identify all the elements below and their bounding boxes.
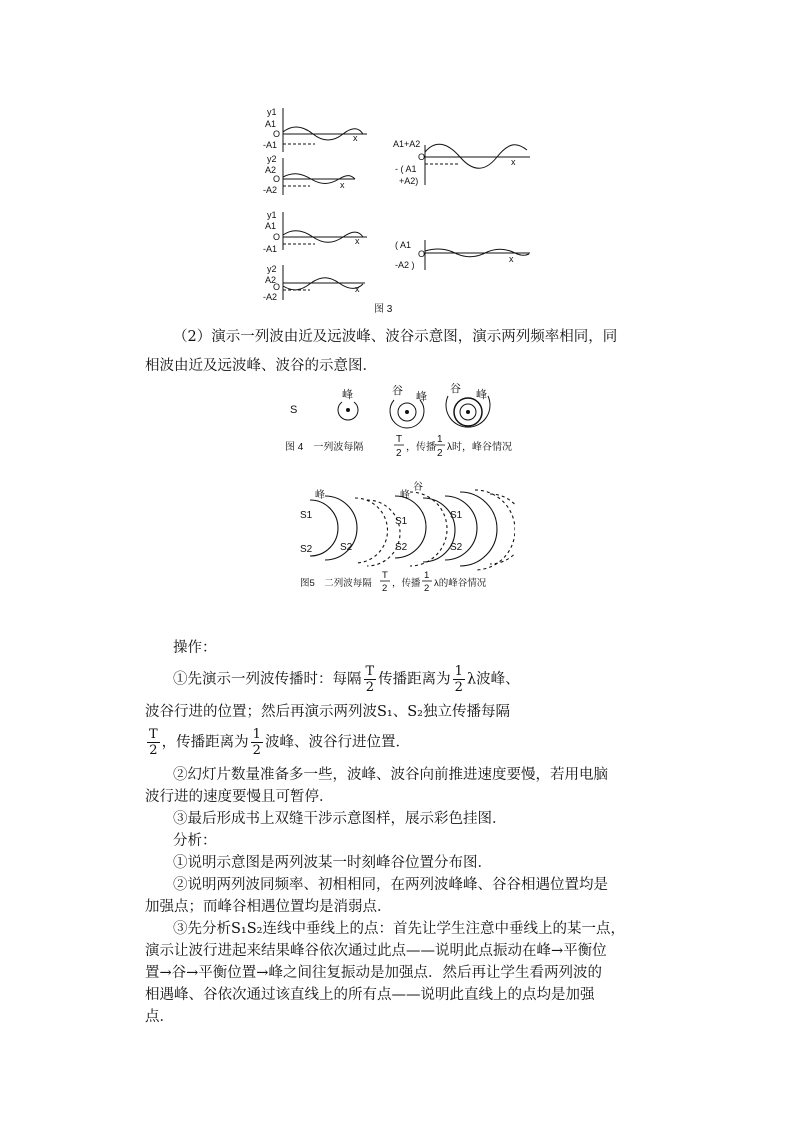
fig4-caption-mid: ，传播 [406,442,436,453]
p4-o-label: O [273,232,281,242]
p3-bot2-label: +A2) [399,176,419,186]
p1-a-label: A1 [265,119,277,129]
p1-na-label: -A1 [263,140,278,150]
p5-o-label: O [273,282,281,292]
p6-x-label: x [509,254,514,264]
para2-line2: 相波由近及远波峰、波谷的示意图． [145,358,377,374]
op1-line1 [173,664,520,695]
op1-text-a: ①先演示一列波传播时：每隔 [173,671,362,688]
p2-o-label: O [273,174,281,184]
fig5-s2-label-d: S2 [450,542,463,553]
an3-line3: 置→谷→平衡位置→峰之间往复振动是加强点．然后再让学生看两列波的 [145,965,602,981]
p3-o-label: O [418,152,426,162]
op1-text-b: 传播距离为 [378,671,451,688]
op1-text-c: λ波峰、 [466,671,520,688]
fig4-caption-1: 1 [437,434,443,445]
op1-line3-text-b: 波峰、波谷行进位置． [264,734,410,751]
p1-x-label: x [353,133,358,143]
an3-line4: 相遇峰、谷依次通过该直线上的所有点——说明此直线上的点均是加强 [145,987,595,1003]
p6-bot-label: -A2 ) [395,260,415,270]
an2-line2: 加强点；而峰谷相遇位置均是消弱点． [145,899,392,915]
p4-na-label: -A1 [263,244,278,254]
fig5-peak2-label: 峰 [400,490,410,501]
fig4-valley3-label: 谷 [450,383,461,395]
op1-line3 [145,727,410,758]
figure-3-wave-superposition [255,100,555,320]
frac-num-1-b: 1 [252,727,261,742]
frac-den-2-c: 2 [149,743,158,758]
fig5-valley1-label: 谷 [413,482,423,493]
op3-line: ③最后形成书上双缝干涉示意图样，展示彩色挂图． [173,811,507,827]
fig4-caption-2b: 2 [437,448,443,459]
p3-bot1-label: - ( A1 [395,164,417,174]
p5-a-label: A2 [265,275,277,285]
an1-line: ①说明示意图是两列波某一时刻峰谷位置分布图． [173,855,492,871]
figure-4-single-wave [280,380,540,465]
fig5-s1-label-c: S1 [395,516,408,527]
p4-y-label: y1 [267,210,277,220]
fig5-s2-label-c: S2 [395,542,408,553]
fig4-caption-2: 2 [396,448,402,459]
p5-y-label: y2 [267,264,277,274]
p2-a-label: A2 [265,165,277,175]
operation-title: 操作： [173,640,217,656]
frac-num-1: 1 [454,664,463,679]
figure-3-caption: 图 3 [374,304,393,315]
an2-line1: ②说明两列波同频率、初相相同，在两列波峰峰、谷谷相遇位置均是 [173,877,608,893]
p5-na-label: -A2 [263,292,278,302]
frac-num-t: T [365,664,375,679]
fig4-caption-pre: 图 4 一列波每隔 [285,442,364,453]
fig5-caption-pre: 图5 二列波每隔 [300,578,372,589]
fraction-t-over-2-b [147,727,160,758]
an3-line1: ③先分析S₁S₂连线中垂线上的点：首先让学生注意中垂线上的某一点， [173,921,625,937]
an3-line2: 演示让波行进起来结果峰谷依次通过此点——说明此点振动在峰→平衡位 [145,943,607,959]
p6-o-label: O [418,249,426,259]
fig4-peak1-label: 峰 [342,389,353,401]
frac-den-2-d: 2 [252,743,261,758]
fig4-peak3-label: 峰 [476,389,487,401]
p1-o-label: O [273,129,281,139]
p5-x-label: x [355,284,360,294]
fig5-caption-mid: ，传播 [392,578,421,589]
frac-num-t-b: T [149,727,158,742]
p1-y-label: y1 [267,107,277,117]
fig5-s1-label-a: S1 [300,510,313,521]
para2-line1: （2）演示一列波由近及远波峰、波谷示意图，演示两列频率相同，同 [173,329,618,345]
fraction-t-over-2 [364,664,377,695]
fraction-1-over-2 [453,664,465,695]
op1-line2: 波谷行进的位置；然后再演示两列波S₁、S₂独立传播每隔 [145,704,510,720]
fig5-caption-1: 1 [424,570,430,581]
p3-x-label: x [511,157,516,167]
fig5-caption-post: λ的峰谷情况 [434,578,487,589]
p2-y-label: y2 [267,154,277,164]
fig4-valley2-label: 谷 [392,385,403,397]
fig5-caption-t: T [382,570,388,581]
fig5-caption-2b: 2 [424,583,430,594]
fig4-caption-t: T [396,434,403,445]
fig5-s2-label-a: S2 [300,544,313,555]
p6-top-label: ( A1 [395,240,412,250]
p4-a-label: A1 [265,221,277,231]
fig4-s-label: S [290,404,298,416]
op1-line3-text: ，传播距离为 [161,734,249,751]
analysis-title: 分析： [173,833,217,849]
fig4-peak2-label: 峰 [416,391,427,403]
fig5-peak1-label: 峰 [315,490,325,501]
fig4-caption-post: λ时，峰谷情况 [447,442,512,453]
an3-line5: 点． [145,1009,174,1025]
fig5-s2-label-b: S2 [340,542,353,553]
fig5-caption-2: 2 [382,583,388,594]
frac-den-2b: 2 [454,680,463,695]
p2-x-label: x [340,180,345,190]
op2-line1: ②幻灯片数量准备多一些，波峰、波谷向前推进速度要慢，若用电脑 [173,767,608,783]
fig5-s1-label-d: S1 [450,510,463,521]
fraction-1-over-2-b [251,727,263,758]
frac-den-2: 2 [365,680,374,695]
op2-line2: 波行进的速度要慢且可暂停． [145,789,334,805]
figure-5-two-waves [285,478,515,598]
p2-na-label: -A2 [263,185,278,195]
p4-x-label: x [355,236,360,246]
p3-top-label: A1+A2 [393,139,421,149]
